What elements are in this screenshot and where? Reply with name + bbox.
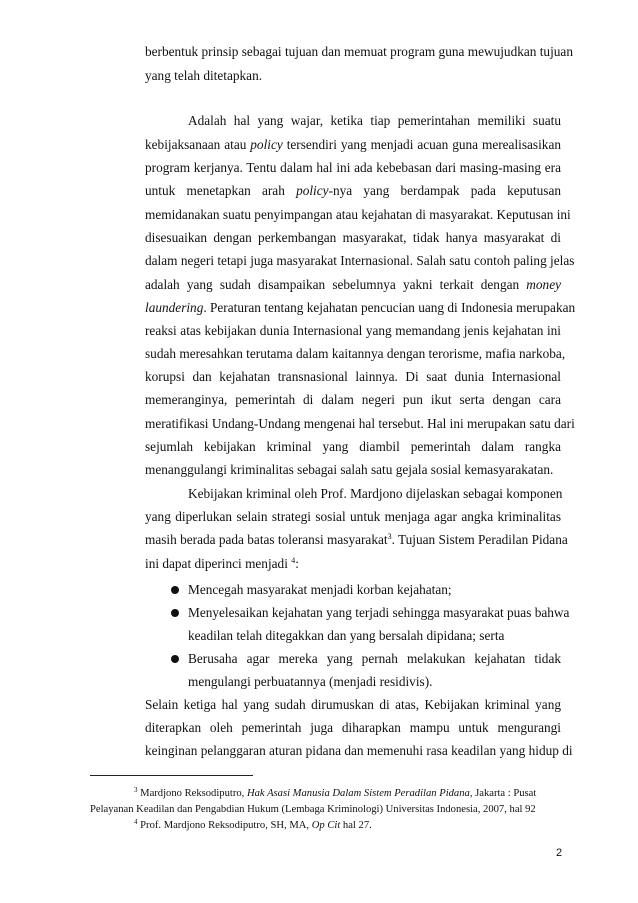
- body-line: program kerjanya. Tentu dalam hal ini ada kebebasan dari masing-masing era: [145, 159, 561, 175]
- body-line: sejumlah kebijakan kriminal yang diambil pemerintah dalam rangka: [145, 439, 561, 455]
- body-line: disesuaikan dengan perkembangan masyarakat, tidak hanya masyarakat di: [145, 229, 561, 245]
- body-line: berbentuk prinsip sebagai tujuan dan memuat program guna mewujudkan tujuan: [145, 44, 573, 59]
- footnote-4: $^4$ Prof. Mardjono Reksodiputro, SH, MA, Op Cit hal 27.: [134, 818, 372, 831]
- bullet-item-cont: mengulangi perbuatannya (menjadi residivis).: [188, 674, 433, 690]
- body-line: memidanakan suatu penyimpangan atau kejahatan di masyarakat. Keputusan ini: [145, 206, 571, 222]
- bullet-item: Berusaha agar mereka yang pernah melakukan kejahatan tidak: [188, 651, 561, 667]
- body-line: laundering. Peraturan tentang kejahatan pencucian uang di Indonesia merupakan: [145, 299, 576, 315]
- footnote-separator: [90, 775, 253, 776]
- body-line: memeranginya, pemerintah di dalam negeri pun ikut serta dengan cara: [145, 392, 561, 408]
- body-line: Kebijakan kriminal oleh Prof. Mardjono dijelaskan sebagai komponen: [188, 486, 563, 502]
- body-line: menanggulangi kriminalitas sebagai salah satu gejala sosial kemasyarakatan.: [145, 462, 554, 478]
- footnote-3-cont: Pelayanan Keadilan dan Pengabdian Hukum (Lembaga Kriminologi) Universitas Indonesia, 2007, hal 92: [90, 804, 536, 815]
- bullet-icon: [171, 609, 179, 617]
- bullet-item: Mencegah masyarakat menjadi korban kejahatan;: [188, 582, 452, 598]
- footnote-3: $^3$ Mardjono Reksodiputro, Hak Asasi Manusia Dalam Sistem Peradilan Pidana, Jakarta : Pusat: [134, 786, 537, 799]
- body-line: sudah meresahkan terutama dalam kaitannya dengan terorisme, mafia narkoba,: [145, 346, 566, 362]
- bullet-item-cont: keadilan telah ditegakkan dan yang bersalah dipidana; serta: [188, 628, 505, 644]
- body-line: adalah yang sudah disampaikan sebelumnya yakni terkait dengan money: [145, 276, 561, 292]
- body-line: korupsi dan kejahatan transnasional lainnya. Di saat dunia Internasional: [145, 369, 561, 385]
- page-number: 2: [556, 847, 563, 859]
- body-line: yang diperlukan selain strategi sosial untuk menjaga agar angka kriminalitas: [145, 509, 561, 525]
- bullet-item: Menyelesaikan kejahatan yang terjadi sehingga masyarakat puas bahwa: [188, 605, 570, 621]
- body-line: kebijaksanaan atau policy tersendiri yang menjadi acuan guna merealisasikan: [145, 136, 561, 152]
- body-line: dalam negeri tetapi juga masyarakat Internasional. Salah satu contoh paling jelas: [145, 252, 575, 268]
- body-line: masih berada pada batas toleransi masyarakat$^3$. Tujuan Sistem Peradilan Pidana: [145, 532, 568, 548]
- footnote-ref: 3: [387, 532, 392, 542]
- footnote-ref: 4: [291, 556, 296, 566]
- body-line: meratifikasi Undang-Undang mengenai hal tersebut. Hal ini merupakan satu dari: [145, 416, 575, 432]
- body-line: Adalah hal yang wajar, ketika tiap pemerintahan memiliki suatu: [188, 113, 561, 128]
- bullet-icon: [171, 655, 179, 663]
- body-line: keinginan pelanggaran aturan pidana dan memenuhi rasa keadilan yang hidup di: [145, 742, 573, 758]
- body-line: yang telah ditetapkan.: [145, 67, 263, 83]
- body-line: ini dapat diperinci menjadi $^4$:: [145, 556, 299, 572]
- body-line: diterapkan oleh pemerintah juga diharapkan mampu untuk mengurangi: [145, 720, 561, 736]
- bullet-icon: [171, 586, 179, 594]
- body-line: reaksi atas kebijakan dunia Internasional yang memandang jenis kejahatan ini: [145, 322, 561, 338]
- body-line: Selain ketiga hal yang sudah dirumuskan di atas, Kebijakan kriminal yang: [145, 697, 561, 713]
- body-line: untuk menetapkan arah policy-nya yang berdampak pada keputusan: [145, 182, 561, 198]
